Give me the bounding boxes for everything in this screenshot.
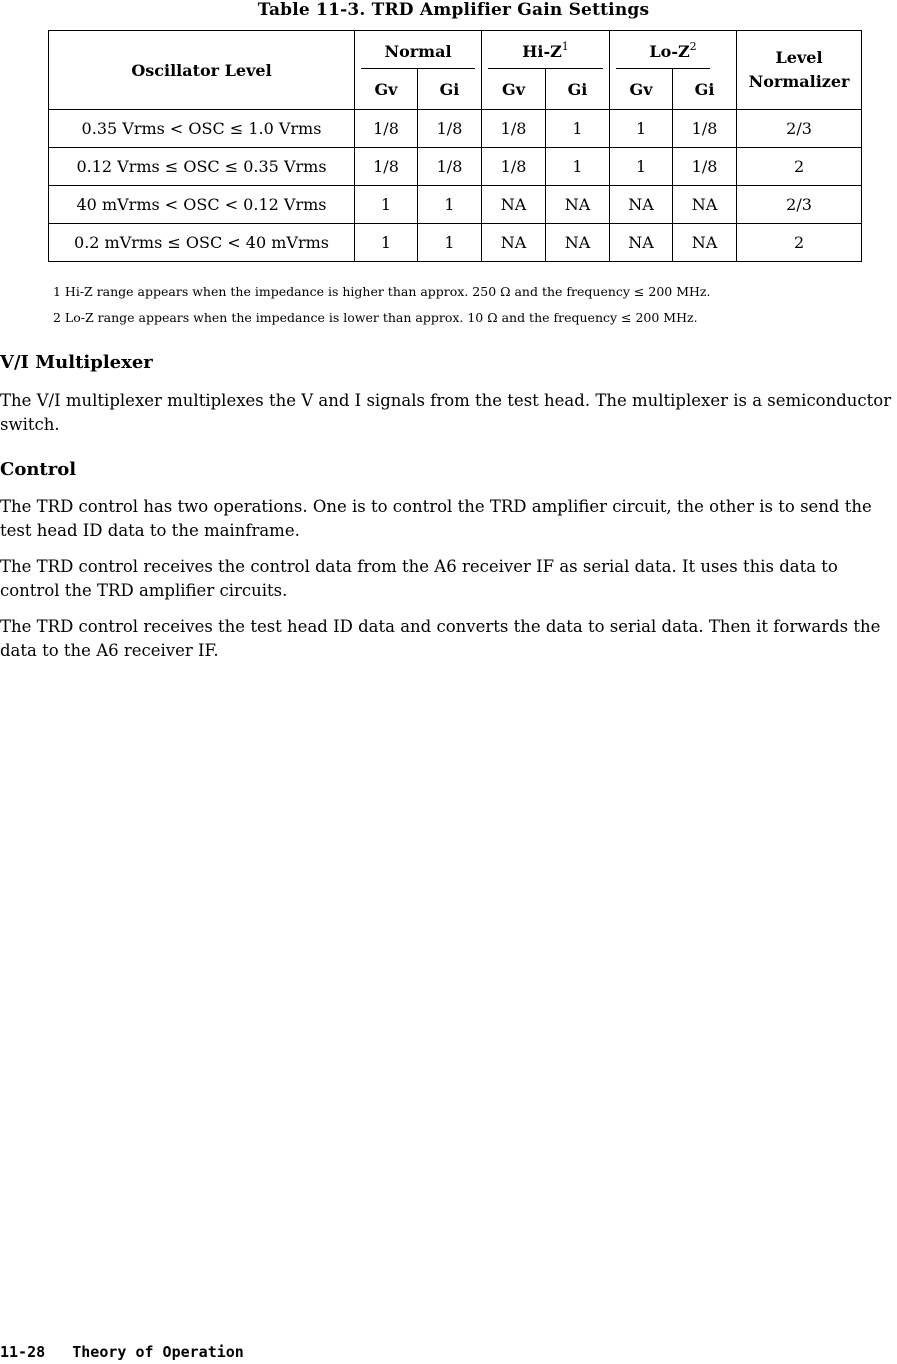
header-oscillator-level: Oscillator Level bbox=[49, 31, 355, 110]
header-group-label: Normal bbox=[384, 41, 452, 61]
cell-hiz-gi: NA bbox=[546, 186, 610, 224]
header-group-hi-z bbox=[482, 31, 610, 70]
cell-level-normalizer: 2 bbox=[737, 148, 862, 186]
header-group-sup: 1 bbox=[561, 39, 569, 53]
table-row bbox=[49, 148, 862, 186]
cell-normal-gv: 1/8 bbox=[355, 148, 418, 186]
subheader-gv: Gv bbox=[355, 69, 418, 109]
cell-loz-gv: NA bbox=[610, 224, 673, 262]
header-level-line2: Normalizer bbox=[748, 72, 850, 91]
page-footer bbox=[0, 1343, 244, 1361]
subheader-gi: Gi bbox=[673, 69, 737, 109]
cell-normal-gi: 1 bbox=[418, 224, 482, 262]
cell-oscillator-level: 0.2 mVrms ≤ OSC < 40 mVrms bbox=[49, 224, 355, 262]
cell-loz-gi: 1/8 bbox=[673, 148, 737, 186]
cell-hiz-gi: 1 bbox=[546, 110, 610, 148]
footnote-lo-z: 2 Lo-Z range appears when the impedance is lower than approx. 10 Ω and the frequency ≤ 200 MHz. bbox=[53, 310, 698, 325]
header-group-label: Lo-Z bbox=[649, 41, 690, 61]
cell-oscillator-level: 0.12 Vrms ≤ OSC ≤ 0.35 Vrms bbox=[49, 148, 355, 186]
cell-hiz-gv: 1/8 bbox=[482, 148, 546, 186]
header-level-line1: Level bbox=[775, 48, 823, 67]
cell-normal-gi: 1/8 bbox=[418, 110, 482, 148]
table-caption: Table 11-3. TRD Amplifier Gain Settings bbox=[257, 0, 650, 20]
cell-level-normalizer: 2 bbox=[737, 224, 862, 262]
cell-level-normalizer: 2/3 bbox=[737, 186, 862, 224]
table-row bbox=[49, 186, 862, 224]
cell-normal-gv: 1 bbox=[355, 224, 418, 262]
header-group-label: Hi-Z bbox=[522, 41, 562, 61]
page-number: 11-28 bbox=[0, 1343, 46, 1361]
header-level-normalizer bbox=[737, 31, 862, 110]
cell-level-normalizer: 2/3 bbox=[737, 110, 862, 148]
cell-normal-gv: 1/8 bbox=[355, 110, 418, 148]
heading-vi-multiplexer: V/I Multiplexer bbox=[0, 352, 153, 373]
footer-section-title: Theory of Operation bbox=[72, 1343, 244, 1361]
header-group-normal bbox=[355, 31, 482, 70]
header-group-lo-z bbox=[610, 31, 737, 70]
cell-oscillator-level: 40 mVrms < OSC < 0.12 Vrms bbox=[49, 186, 355, 224]
cell-loz-gi: NA bbox=[673, 186, 737, 224]
cell-loz-gv: 1 bbox=[610, 110, 673, 148]
cell-loz-gv: NA bbox=[610, 186, 673, 224]
table-row bbox=[49, 224, 862, 262]
cell-normal-gv: 1 bbox=[355, 186, 418, 224]
cell-normal-gi: 1/8 bbox=[418, 148, 482, 186]
subheader-gi: Gi bbox=[418, 69, 482, 109]
subheader-gv: Gv bbox=[482, 69, 546, 109]
subheader-gv: Gv bbox=[610, 69, 673, 109]
cell-loz-gi: 1/8 bbox=[673, 110, 737, 148]
paragraph-control-1: The TRD control has two operations. One is to control the TRD amplifier circuit, the other is to send the test head ID data to the mainframe. bbox=[0, 497, 872, 540]
table-row bbox=[49, 110, 862, 148]
cell-oscillator-level: 0.35 Vrms < OSC ≤ 1.0 Vrms bbox=[49, 110, 355, 148]
cell-hiz-gi: 1 bbox=[546, 148, 610, 186]
cell-normal-gi: 1 bbox=[418, 186, 482, 224]
subheader-gi: Gi bbox=[546, 69, 610, 109]
gain-settings-table bbox=[48, 30, 862, 262]
paragraph-control-2: The TRD control receives the control data from the A6 receiver IF as serial data. It uses this data to control the TRD amplifier circuits. bbox=[0, 557, 838, 600]
footnote-hi-z: 1 Hi-Z range appears when the impedance is higher than approx. 250 Ω and the frequency ≤ 200 MHz. bbox=[53, 284, 711, 299]
paragraph-vi-multiplexer: The V/I multiplexer multiplexes the V and I signals from the test head. The multiplexer is a semiconductor switch. bbox=[0, 391, 892, 434]
heading-control: Control bbox=[0, 459, 77, 480]
cell-loz-gi: NA bbox=[673, 224, 737, 262]
paragraph-control-3: The TRD control receives the test head ID data and converts the data to serial data. Then it forwards the data to the A6 receiver IF. bbox=[0, 617, 881, 660]
cell-hiz-gi: NA bbox=[546, 224, 610, 262]
cell-hiz-gv: NA bbox=[482, 224, 546, 262]
cell-hiz-gv: NA bbox=[482, 186, 546, 224]
cell-loz-gv: 1 bbox=[610, 148, 673, 186]
cell-hiz-gv: 1/8 bbox=[482, 110, 546, 148]
header-group-sup: 2 bbox=[689, 39, 697, 53]
